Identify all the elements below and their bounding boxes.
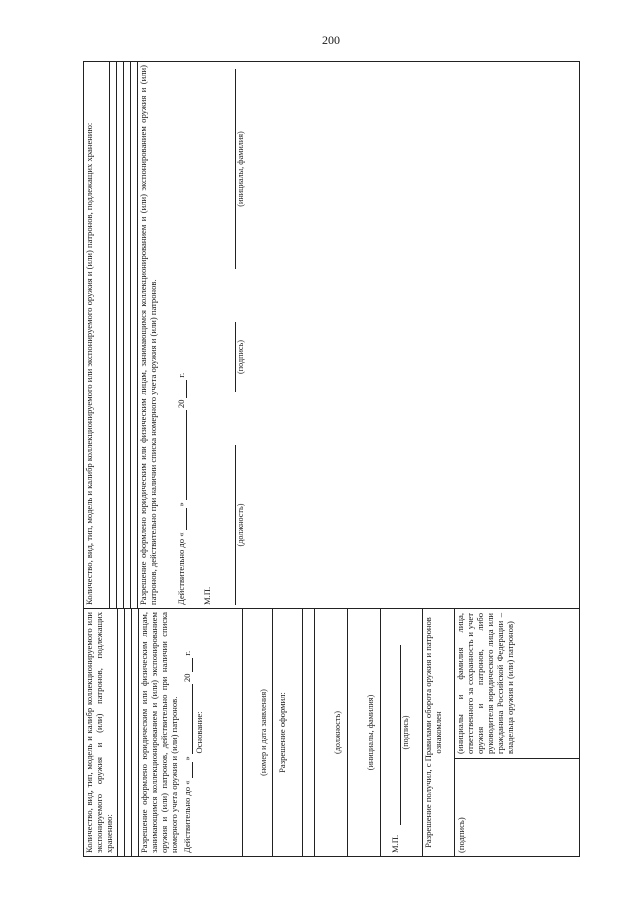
main-initials-line [223,69,236,269]
stub-seal-label: М.П. [390,834,400,853]
main-blank-row [131,62,138,608]
main-signature-line [223,322,236,392]
permit-form [83,61,580,857]
main-year-line [186,380,187,398]
main-seal-label: М.П. [201,586,212,605]
stub-seal-row [381,609,423,856]
stub-year-prefix: 20 [181,673,192,683]
stub-app-caption: (номер и дата заявления) [243,609,273,856]
page-number: 200 [322,33,340,47]
main-year-prefix: 20 [175,399,186,409]
stub-column [84,608,579,856]
main-header: Количество, вид, тип, модель и калибр коллекционируемого или экспонируемого оружия и (или) патронов, подлежащих хранению: [84,62,110,608]
main-position-caption: (должность) [235,503,245,547]
main-position-line [223,445,236,605]
main-position-slot [223,445,246,605]
main-valid-until-label: Действительно до « [175,532,186,605]
main-signature-slot [223,322,246,392]
main-blank-row [117,62,124,608]
main-column [84,62,579,608]
stub-blank-row [125,609,132,856]
stub-permission-block [139,609,243,856]
stub-year-suffix: г. [181,650,192,656]
stub-blank-row [132,609,139,856]
main-valid-until [177,65,187,605]
main-signature-row [223,65,246,605]
main-initials-caption: (инициалы, фамилия) [235,131,245,207]
stub-received-text: Разрешение получил, с Правилами оборота оружия и патронов ознакомлен [423,609,455,856]
stub-bottom-signature: (подпись) [455,758,579,856]
main-signature-caption: (подпись) [235,340,245,374]
main-permission-text: Разрешение оформлено юридическим или физическим лицам, занимающимся коллекционированием и (или) экспонированием оружия и (или) патронов, действительно при наличии списка номерного учета оружия и (или) патронов. [138,65,158,605]
stub-initials-caption: (инициалы, фамилия) [348,609,381,856]
main-month-line [186,410,187,500]
rotated-form-wrapper [83,61,580,857]
stub-year-line [192,658,193,672]
stub-month-line [192,684,193,754]
stub-position-caption: (должность) [315,609,348,856]
stub-permission-text: Разрешение оформлено юридическим или физическим лицам, занимающимся коллекционированием и (или) экспонированием оружия и (или) патронов, действительно при наличии списка номерного учета оружия и (или) патронов. [139,612,179,853]
stub-valid-until-label: Действительно до « [181,780,192,853]
stub-basis-label: Основание: [193,711,204,754]
stub-blank-row [303,609,315,856]
main-year-suffix: г. [175,372,186,378]
main-blank-row [110,62,117,608]
stub-valid-until [183,612,193,853]
main-blank-row [124,62,131,608]
main-quote-close: » [175,502,186,507]
stub-bottom-responsible: (инициалы и фамилия лица, ответственного за сохранность и учет оружия и патронов, либо руководителя юридического лица или гражданина Российской Федерации – владельца оружия и (или) патронов) [455,613,515,754]
main-day-line [186,508,187,530]
stub-signature-caption: (подпись) [400,715,410,750]
stub-header: Количество, вид, тип, модель и калибр коллекционируемого или экспонируемого оружия и (или) патронов, подлежащих хранению: [84,609,118,856]
main-initials-slot [223,69,246,269]
stub-bottom-row [455,609,579,856]
stub-day-line [192,762,193,778]
stub-quote-close: » [181,756,192,761]
main-permission-block [138,62,579,608]
stub-blank-row [118,609,125,856]
stub-issued-by: Разрешение оформил: [273,609,303,856]
